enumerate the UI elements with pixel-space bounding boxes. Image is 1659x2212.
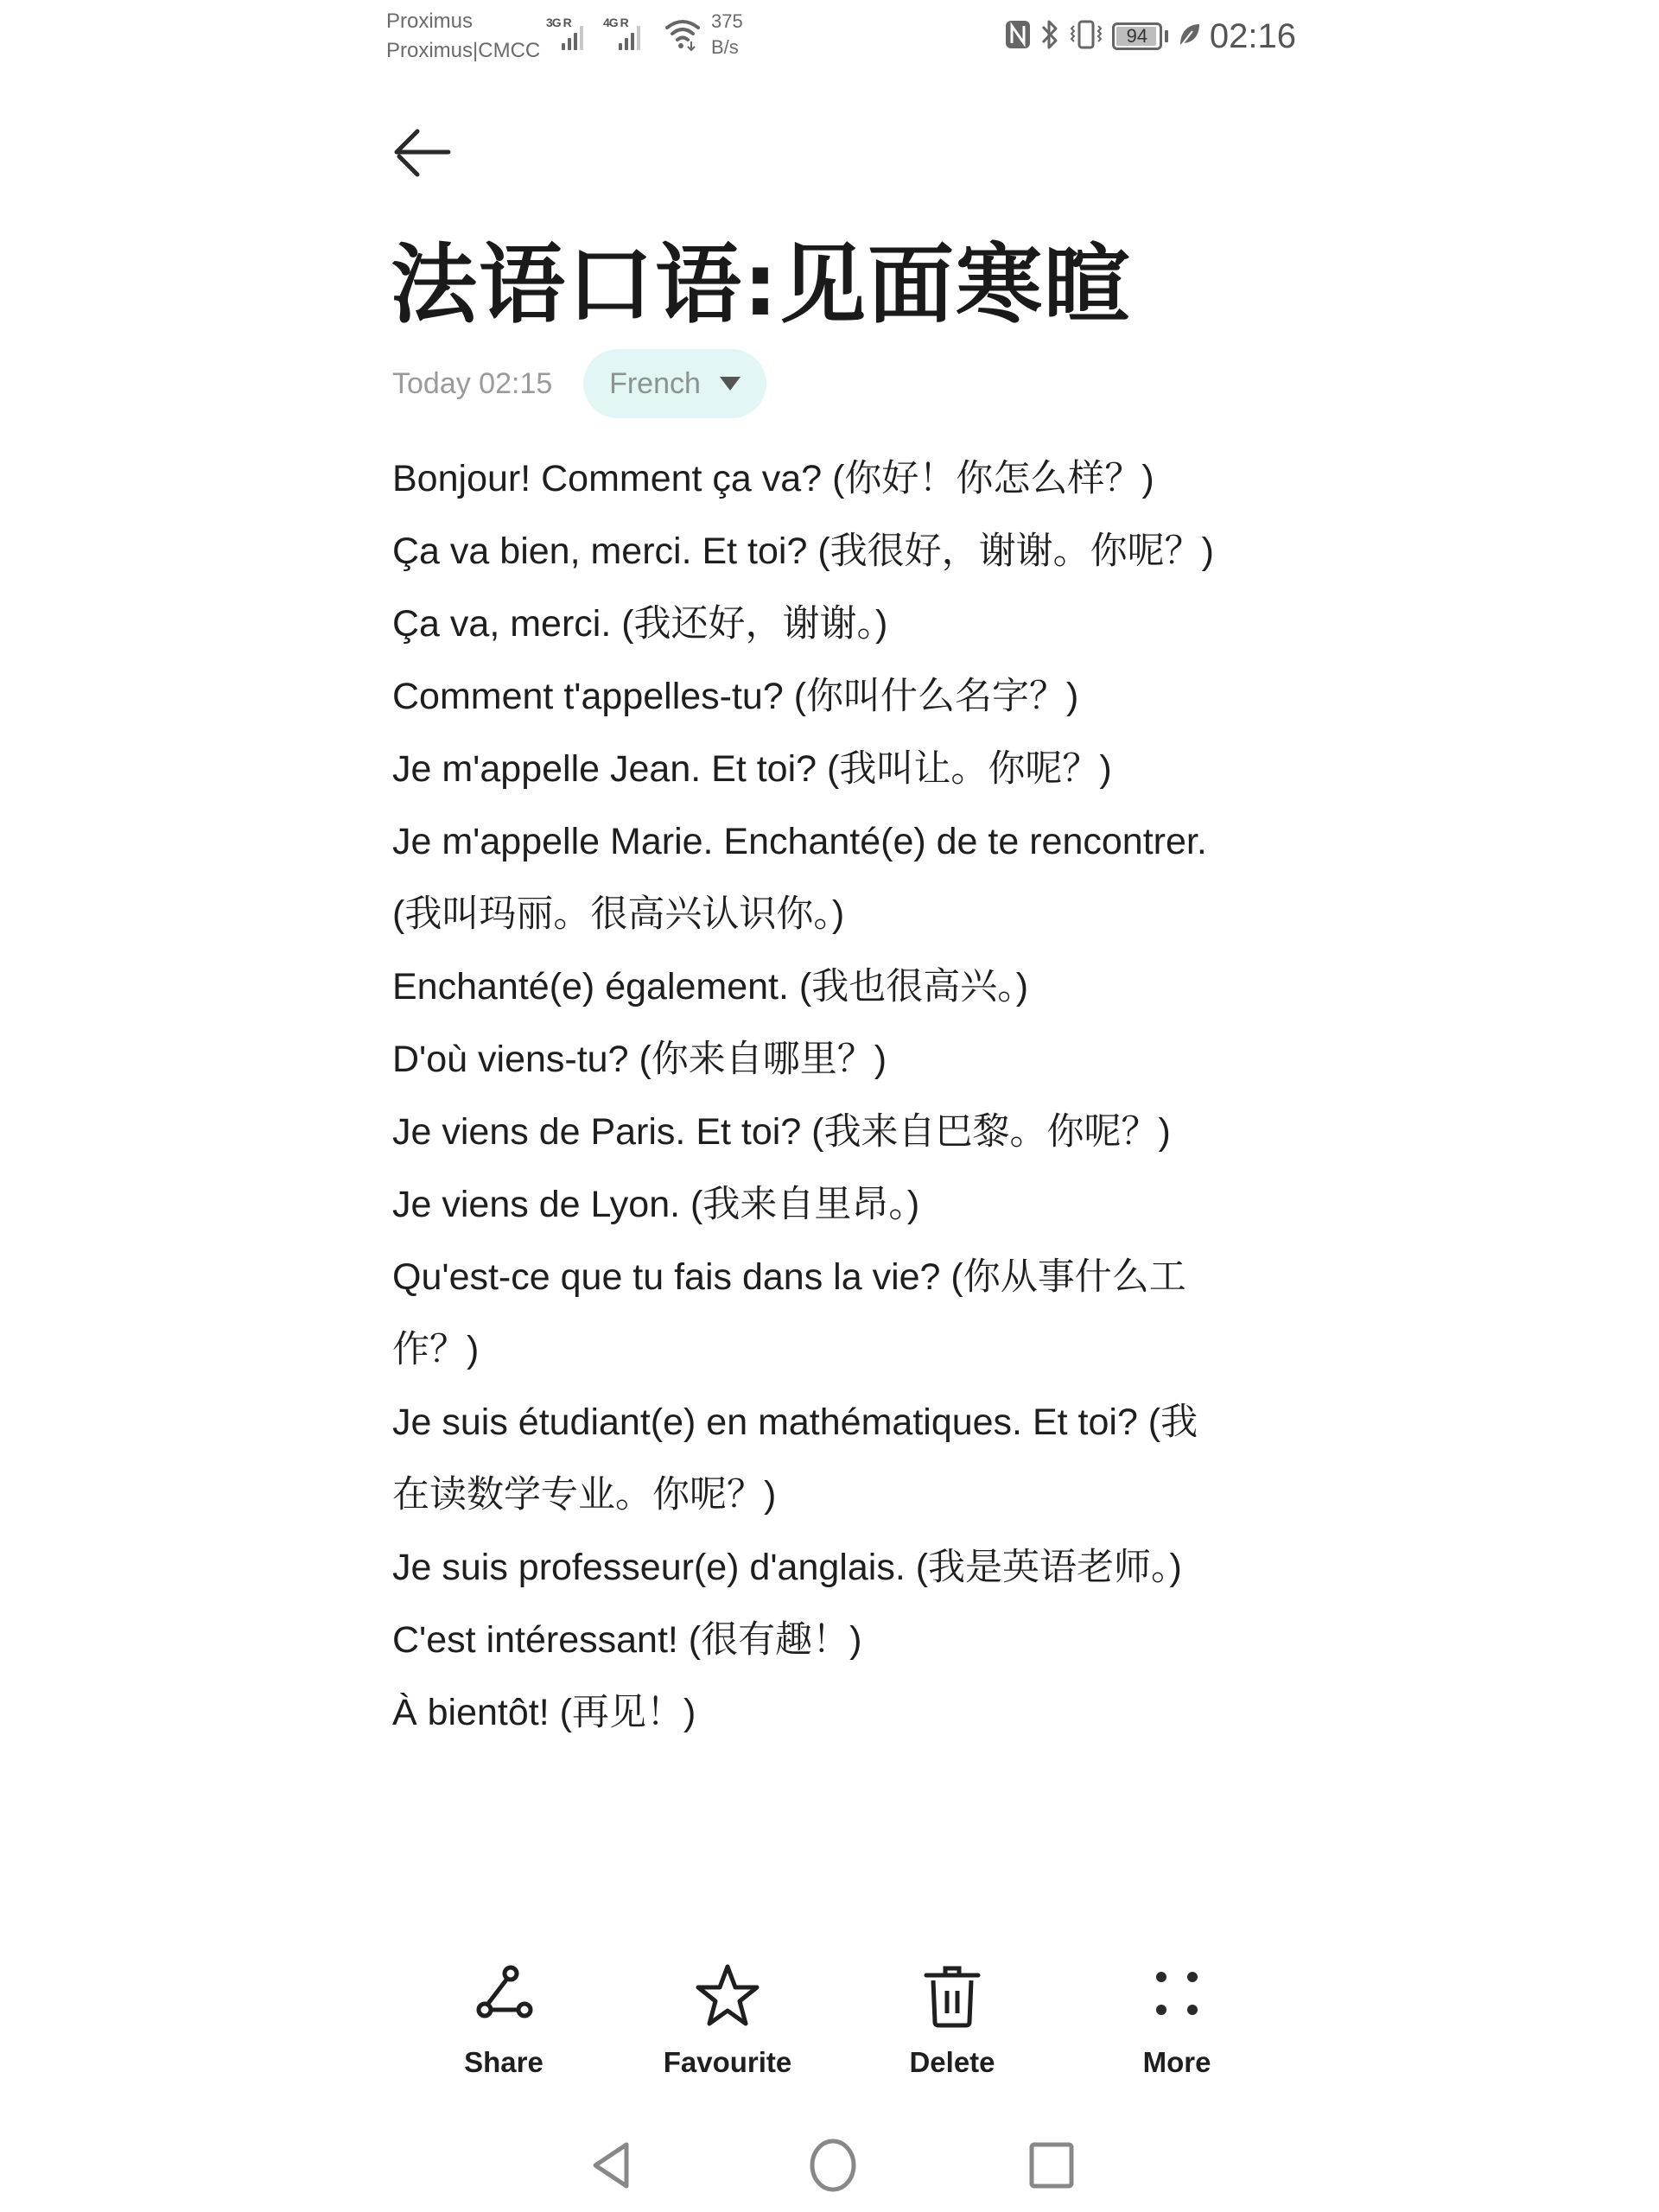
network-speed xyxy=(711,9,743,60)
triangle-back-icon xyxy=(590,2139,633,2191)
back-button[interactable] xyxy=(387,121,456,183)
vibrate-icon xyxy=(1069,18,1103,55)
note-content[interactable] xyxy=(392,442,1300,1749)
battery-icon xyxy=(1112,22,1162,50)
carrier-1: Proximus xyxy=(386,10,474,33)
carrier-2: Proximus|CMCC xyxy=(386,39,541,62)
nav-home-button[interactable] xyxy=(805,2138,861,2193)
more-button[interactable] xyxy=(1073,1961,1281,2079)
language-selector[interactable] xyxy=(583,349,766,418)
note-line: Je m'appelle Marie. Enchanté(e) de te rencontrer. xyxy=(392,821,1207,862)
note-title: 法语口语:见面寒暄 xyxy=(391,234,1132,335)
status-icons xyxy=(1005,17,1296,55)
system-navigation-bar xyxy=(0,2138,1659,2193)
note-line: (我叫玛丽。很高兴认识你。) xyxy=(392,893,845,935)
bluetooth-icon xyxy=(1039,18,1060,55)
delete-label: Delete xyxy=(909,2046,995,2078)
note-line: Enchanté(e) également. (我也很高兴。) xyxy=(392,966,1029,1007)
leaf-icon xyxy=(1177,21,1201,53)
favourite-label: Favourite xyxy=(663,2046,792,2078)
arrow-left-icon xyxy=(391,124,452,180)
carrier-info xyxy=(386,7,540,66)
note-line: Qu'est-ce que tu fais dans la vie? (你从事什么工 xyxy=(392,1256,1186,1298)
note-line: Je suis étudiant(e) en mathématiques. Et toi? (我 xyxy=(392,1402,1198,1443)
network-speed-unit: B/s xyxy=(711,36,739,58)
note-line: 作？) xyxy=(392,1329,480,1370)
signal-4g-icon xyxy=(603,16,646,50)
note-line: Ça va, merci. (我还好，谢谢。) xyxy=(392,603,888,645)
clock: 02:16 xyxy=(1209,16,1296,55)
note-line: C'est intéressant! (很有趣！) xyxy=(392,1619,862,1661)
signal-3g-label: 3G R xyxy=(546,16,571,29)
note-line: Je m'appelle Jean. Et toi? (我叫让。你呢？) xyxy=(392,748,1112,790)
caret-down-icon xyxy=(720,377,741,391)
nav-recents-button[interactable] xyxy=(1024,2138,1079,2193)
network-speed-value: 375 xyxy=(711,10,743,32)
share-label: Share xyxy=(464,2046,543,2078)
delete-button[interactable] xyxy=(849,1961,1056,2079)
more-label: More xyxy=(1142,2046,1211,2078)
bottom-toolbar xyxy=(0,1961,1659,2082)
share-button[interactable] xyxy=(400,1961,607,2079)
battery-tip xyxy=(1165,30,1168,42)
note-line: Comment t'appelles-tu? (你叫什么名字？) xyxy=(392,676,1079,717)
share-icon xyxy=(469,1961,538,2031)
note-line: Ça va bien, merci. Et toi? (我很好，谢谢。你呢？) xyxy=(392,531,1214,572)
note-line: Je suis professeur(e) d'anglais. (我是英语老师。) xyxy=(392,1547,1182,1588)
circle-home-icon xyxy=(807,2138,859,2193)
signal-4g-label: 4G R xyxy=(603,16,628,29)
note-line: Je viens de Lyon. (我来自里昂。) xyxy=(392,1184,920,1225)
trash-icon xyxy=(918,1961,987,2031)
note-line: Bonjour! Comment ça va? (你好！你怎么样？) xyxy=(392,458,1154,499)
star-icon xyxy=(693,1961,762,2031)
favourite-button[interactable] xyxy=(624,1961,831,2079)
note-line: 在读数学专业。你呢？) xyxy=(392,1474,777,1516)
wifi-icon xyxy=(664,17,702,52)
battery-level: 94 xyxy=(1126,25,1148,47)
more-dots-icon xyxy=(1142,1961,1211,2031)
square-recents-icon xyxy=(1027,2139,1076,2191)
note-line: À bientôt! (再见！) xyxy=(392,1692,696,1733)
nav-back-button[interactable] xyxy=(584,2138,639,2193)
note-line: Je viens de Paris. Et toi? (我来自巴黎。你呢？) xyxy=(392,1111,1171,1153)
language-label: French xyxy=(609,366,701,400)
note-date: Today 02:15 xyxy=(392,367,553,400)
signal-3g-icon xyxy=(546,16,589,50)
nfc-icon xyxy=(1005,19,1031,54)
note-line: D'où viens-tu? (你来自哪里？) xyxy=(392,1039,887,1080)
